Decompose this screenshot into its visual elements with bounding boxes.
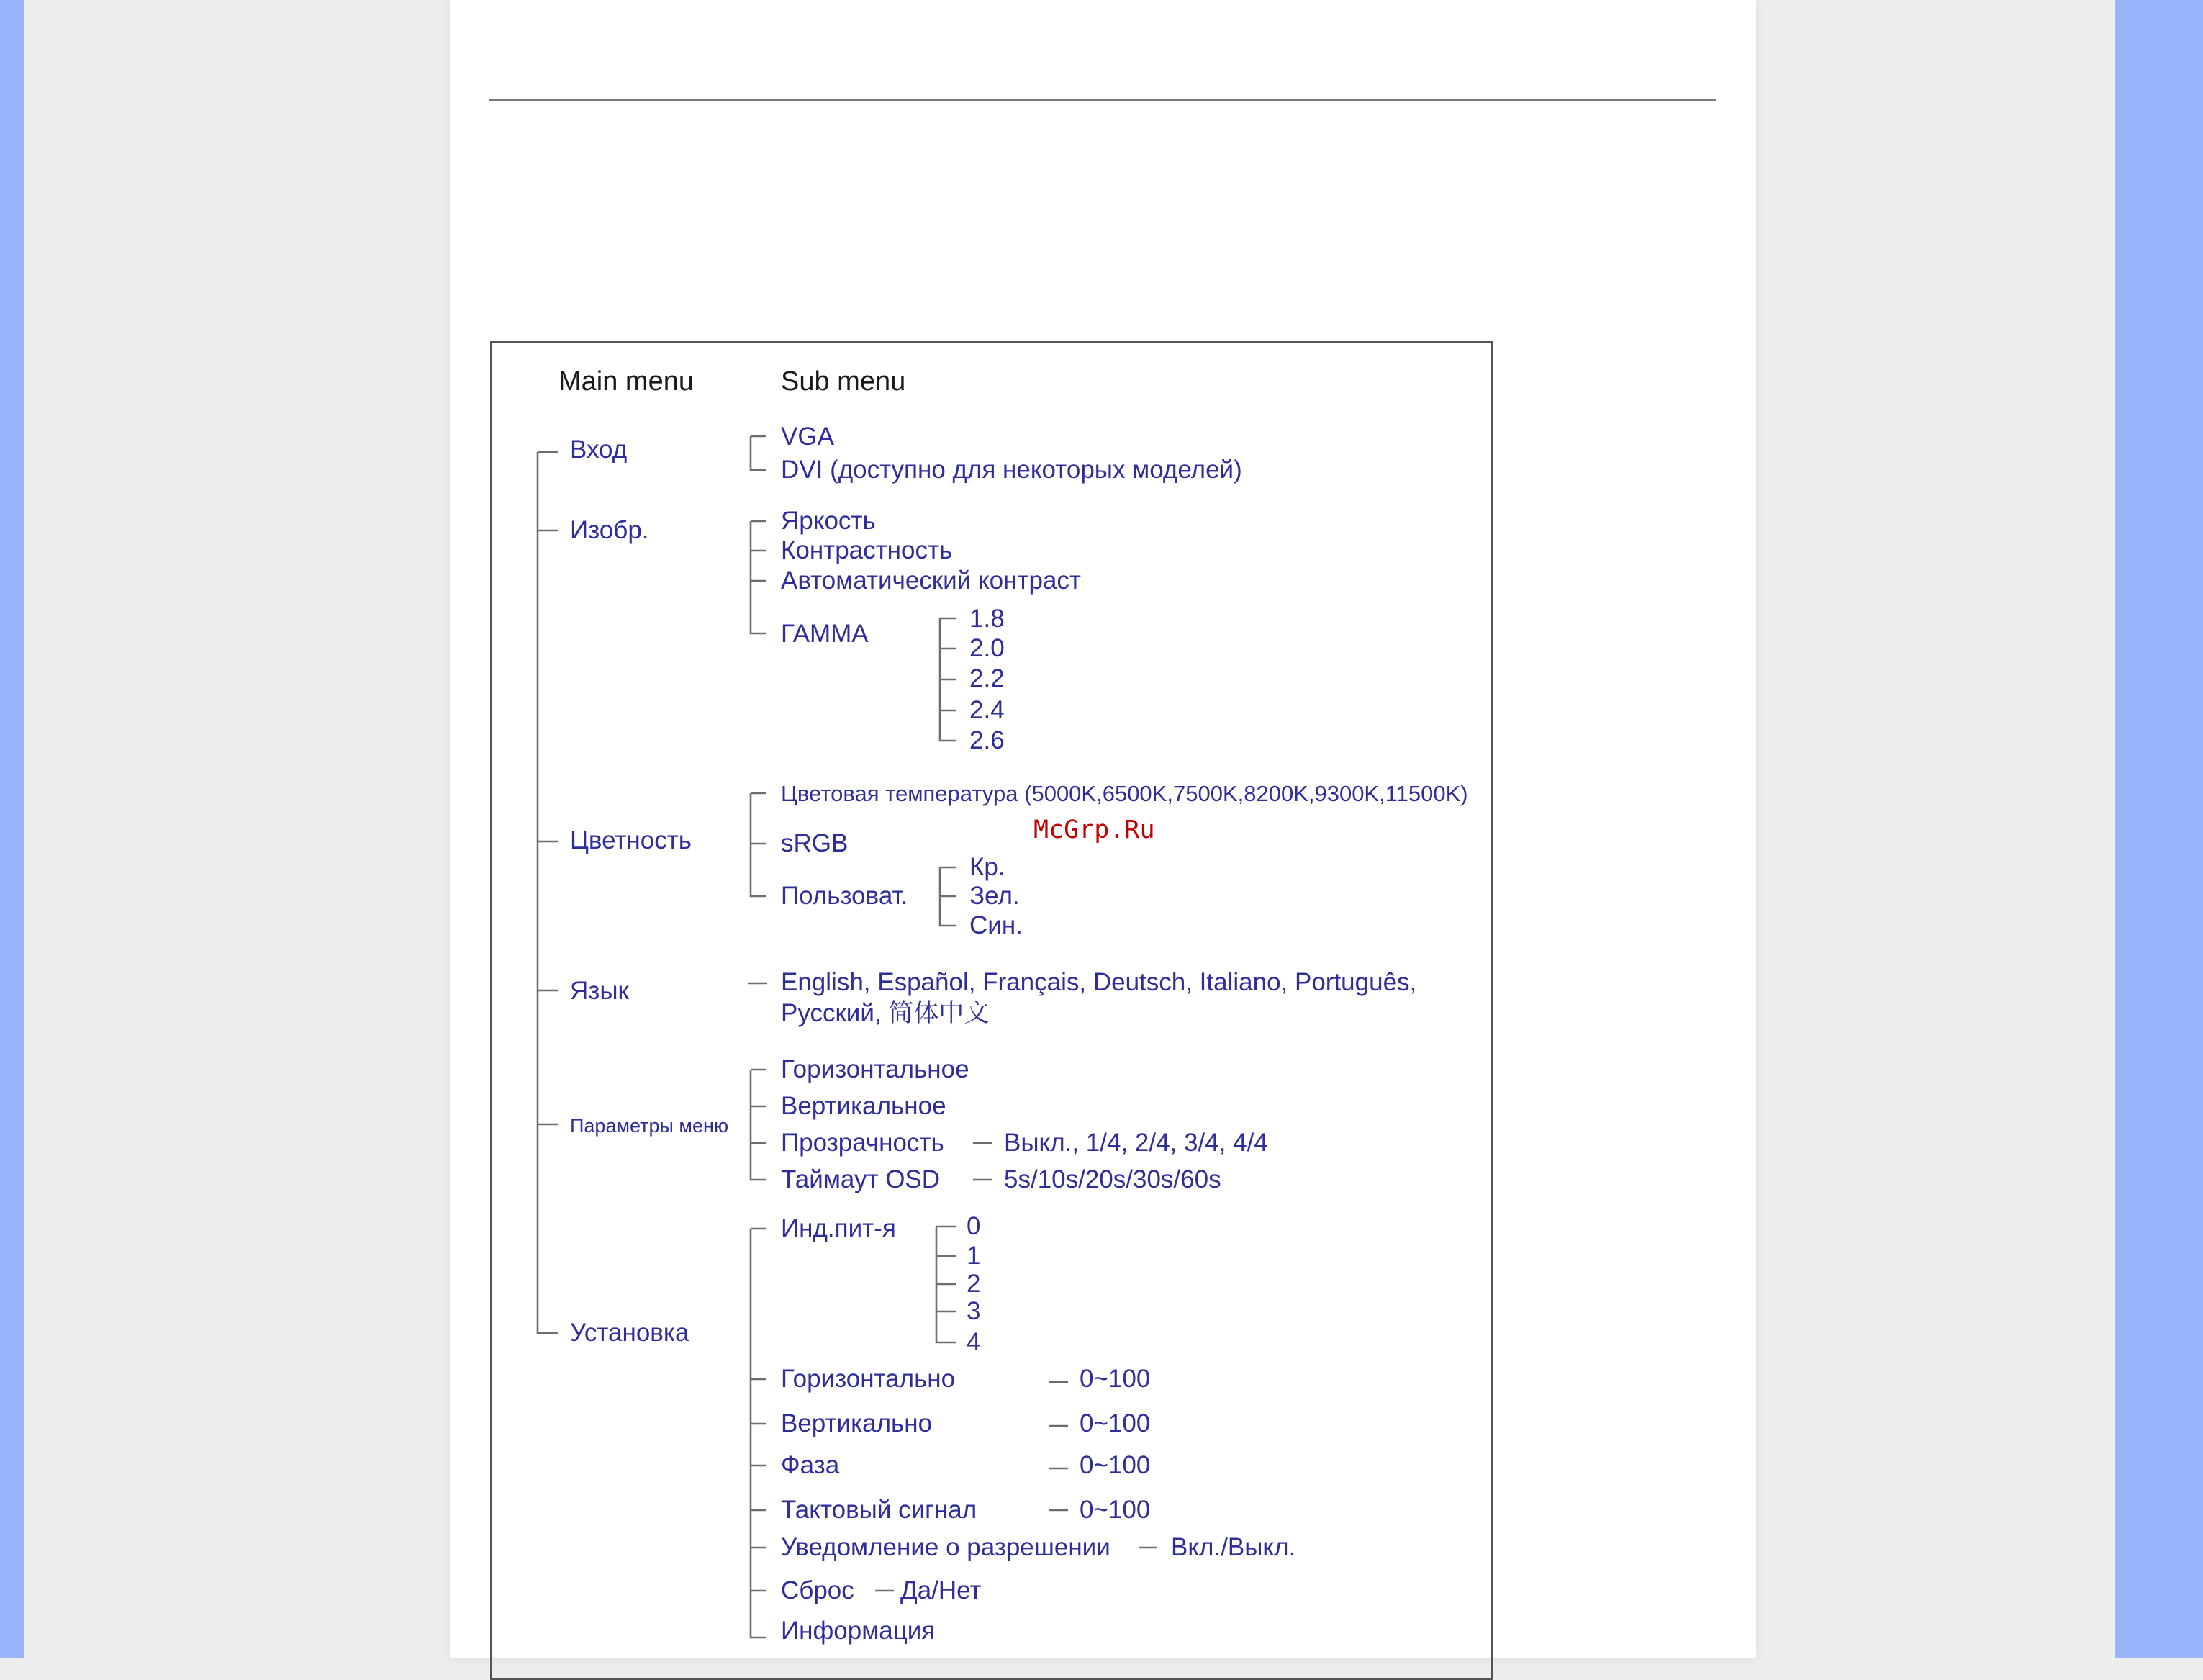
main-item-language: Язык [570,977,629,1005]
transparency-values: Выкл., 1/4, 2/4, 3/4, 4/4 [1004,1129,1268,1157]
sub-item-dvi: DVI (доступно для некоторых моделей) [781,456,1242,484]
language-list-line-1: English, Español, Français, Deutsch, Italiano, Português, [781,968,1417,996]
reset-values: Да/Нет [900,1576,982,1604]
sub-item-transparency: Прозрачность [781,1129,944,1157]
power-indicator-value: 4 [967,1328,981,1356]
watermark: McGrp.Ru [1033,816,1155,844]
v-position-range: 0~100 [1080,1409,1151,1437]
main-item-osd-settings: Параметры меню [570,1115,729,1137]
sub-item-contrast: Контрастность [781,536,953,564]
main-item-picture: Изобр. [570,516,649,544]
h-position-range: 0~100 [1080,1365,1151,1393]
main-item-color: Цветность [570,826,692,854]
power-indicator-value: 1 [967,1242,981,1270]
gamma-value: 2.2 [969,664,1005,692]
power-indicator-value: 0 [967,1212,981,1240]
sub-item-srgb: sRGB [781,829,849,857]
gamma-value: 2.6 [969,726,1005,754]
sub-item-auto-contrast: Автоматический контраст [781,566,1081,595]
gamma-value: 1.8 [969,605,1005,633]
sub-item-power-indicator: Инд.пит-я [781,1214,896,1242]
power-indicator-value: 3 [967,1297,981,1325]
sub-item-resolution-notice: Уведомление о разрешении [781,1533,1110,1561]
gamma-value: 2.4 [969,696,1005,724]
user-color-blue: Син. [969,911,1023,939]
osd-timeout-values: 5s/10s/20s/30s/60s [1004,1165,1221,1193]
gamma-value: 2.0 [969,634,1005,662]
sub-item-vga: VGA [781,423,834,451]
sub-item-information: Информация [781,1617,936,1645]
user-color-green: Зел. [969,882,1020,910]
power-indicator-value: 2 [967,1270,981,1298]
sub-item-gamma: ГАММА [781,620,869,648]
sub-item-v-position: Вертикально [781,1409,933,1437]
main-item-input: Вход [570,435,628,464]
sub-menu-header: Sub menu [781,366,906,397]
sub-item-osd-timeout: Таймаут OSD [781,1165,941,1193]
sub-item-brightness: Яркость [781,507,876,535]
phase-range: 0~100 [1080,1451,1151,1479]
sub-item-reset: Сброс [781,1576,854,1604]
main-item-setup: Установка [570,1319,689,1347]
user-color-red: Кр. [969,853,1005,881]
sub-item-color-temperature: Цветовая температура (5000K,6500K,7500K,8200K,9300K,11500K) [781,781,1468,806]
clock-range: 0~100 [1080,1496,1151,1524]
sub-item-clock: Тактовый сигнал [781,1496,977,1524]
resolution-notice-values: Вкл./Выкл. [1171,1533,1296,1561]
main-menu-header: Main menu [558,366,694,397]
sub-item-osd-vertical: Вертикальное [781,1092,946,1120]
sub-item-osd-horizontal: Горизонтальное [781,1055,969,1083]
sub-item-h-position: Горизонтально [781,1365,956,1393]
sub-item-user-color: Пользоват. [781,882,908,910]
language-list-line-2: Русский, 简体中文 [781,999,990,1027]
sub-item-phase: Фаза [781,1451,840,1479]
